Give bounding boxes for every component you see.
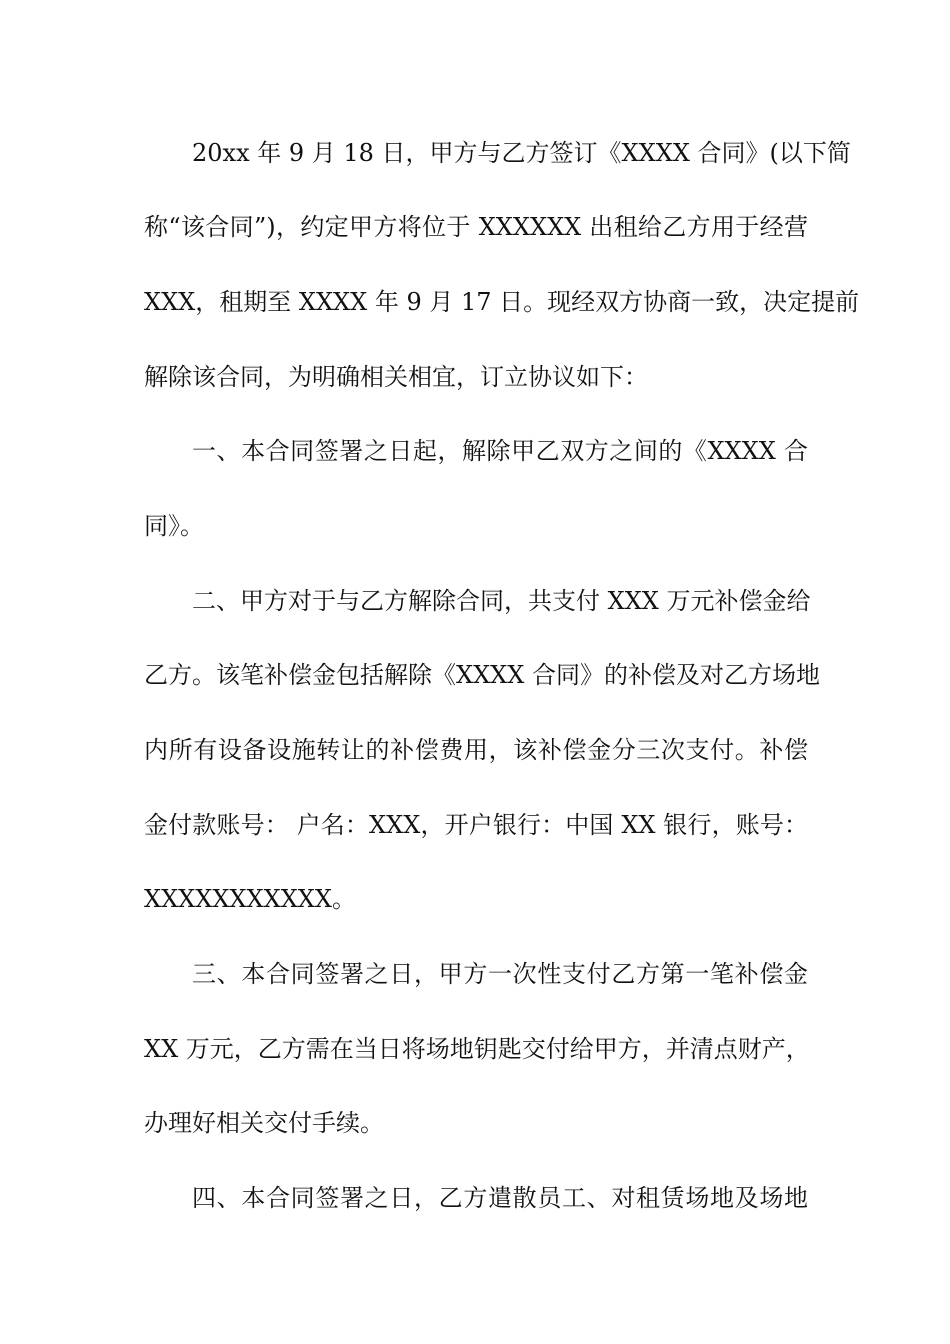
clause-2-line-4: 金付款账号： 户名：XXX，开户银行：中国 XX 银行，账号： [144,811,808,839]
paragraph-1-line-2: 称“该合同”)，约定甲方将位于 XXXXXX 出租给乙方用于经营 [144,213,808,241]
clause-1-line-1: 一、本合同签署之日起，解除甲乙双方之间的《XXXX 合 [192,437,808,465]
clause-4-line-1: 四、本合同签署之日，乙方遣散员工、对租赁场地及场地 [192,1184,808,1212]
paragraph-1-line-4: 解除该合同，为明确相关相宜，订立协议如下： [144,363,648,391]
paragraph-1-line-1: 20xx 年 9 月 18 日，甲方与乙方签订《XXXX 合同》(以下简 [192,139,851,167]
clause-2-line-3: 内所有设备设施转让的补偿费用，该补偿金分三次支付。补偿 [144,736,808,764]
clause-3-line-1: 三、本合同签署之日，甲方一次性支付乙方第一笔补偿金 [192,960,808,988]
clause-3-line-2: XX 万元，乙方需在当日将场地钥匙交付给甲方，并清点财产， [144,1035,810,1063]
clause-3-line-3: 办理好相关交付手续。 [144,1109,384,1137]
clause-2-line-2: 乙方。该笔补偿金包括解除《XXXX 合同》的补偿及对乙方场地 [144,661,820,689]
clause-2-line-5: XXXXXXXXXXX。 [144,885,356,913]
clause-1-line-2: 同》。 [144,512,204,540]
paragraph-1-line-3: XXX，租期至 XXXX 年 9 月 17 日。现经双方协商一致，决定提前 [144,288,860,316]
clause-2-line-1: 二、甲方对于与乙方解除合同，共支付 XXX 万元补偿金给 [192,587,811,615]
